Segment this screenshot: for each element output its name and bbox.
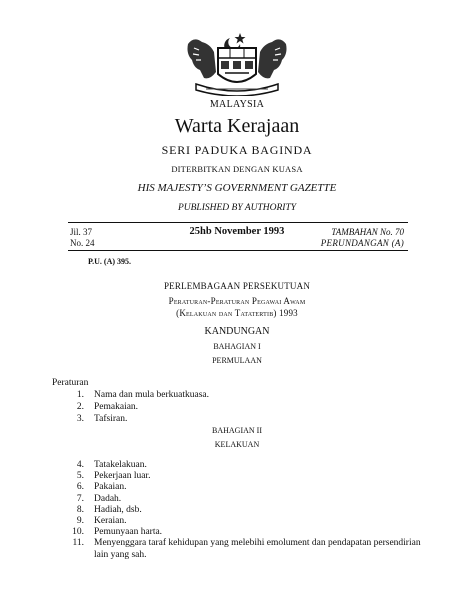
gazette-english-title: HIS MAJESTY’S GOVERNMENT GAZETTE (137, 182, 337, 194)
bottom-rule (68, 250, 408, 251)
regulation-title-line1: Peraturan-Peraturan Pegawai Awam (168, 296, 306, 306)
regulation-label: Peraturan (52, 378, 89, 388)
list-item: 2. Pemakaian. (76, 402, 139, 412)
legislation-label: PERUNDANGAN (A) (320, 238, 404, 248)
gazette-title: Warta Kerajaan (174, 115, 300, 137)
volume-label: Jil. 37 (70, 227, 93, 237)
regulation-title-line2: (Kelakuan dan Tatatertib) 1993 (176, 308, 298, 318)
coat-of-arms-icon (180, 30, 294, 96)
published-by-malay: DITERBITKAN DENGAN KUASA (171, 164, 303, 174)
part2-title: KELAKUAN (214, 440, 260, 449)
list-item: 8. Hadiah, dsb. (76, 504, 142, 515)
top-rule (68, 222, 408, 223)
part2-list (68, 460, 421, 561)
list-item: 4. Tatakelakuan. (76, 460, 147, 470)
list-item: 3. Tafsiran. (76, 414, 128, 424)
list-item-continuation: lain yang sah. (94, 549, 147, 560)
country-name: MALAYSIA (209, 99, 265, 110)
list-item: 10. Pemunyaan harta. (72, 527, 163, 538)
list-item: 6. Pakaian. (76, 482, 127, 493)
contents-heading: KANDUNGAN (204, 326, 270, 337)
part1-list (68, 390, 209, 426)
list-item: 5. Pekerjaan luar. (76, 471, 151, 482)
published-by-english: PUBLISHED BY AUTHORITY (177, 203, 297, 213)
issue-date: 25hb November 1993 (189, 226, 285, 237)
number-label: No. 24 (70, 238, 95, 248)
supplement-label: TAMBAHAN No. 70 (331, 227, 404, 237)
part2-heading: BAHAGIAN II (212, 426, 262, 435)
federal-constitution: PERLEMBAGAAN PERSEKUTUAN (163, 281, 311, 291)
pu-number: P.U. (A) 395. (88, 257, 132, 266)
list-item: 9. Keraian. (76, 515, 127, 526)
list-item: 7. Dadah. (76, 493, 122, 504)
list-item: 11. Menyenggara taraf kehidupan yang melebihi emolument dan pendapatan persendirian (72, 538, 421, 549)
part1-heading: BAHAGIAN I (213, 342, 261, 351)
list-item: 1. Nama dan mula berkuatkuasa. (76, 390, 210, 400)
gazette-subtitle: SERI PADUKA BAGINDA (161, 143, 313, 157)
part1-title: PERMULAAN (212, 356, 262, 365)
